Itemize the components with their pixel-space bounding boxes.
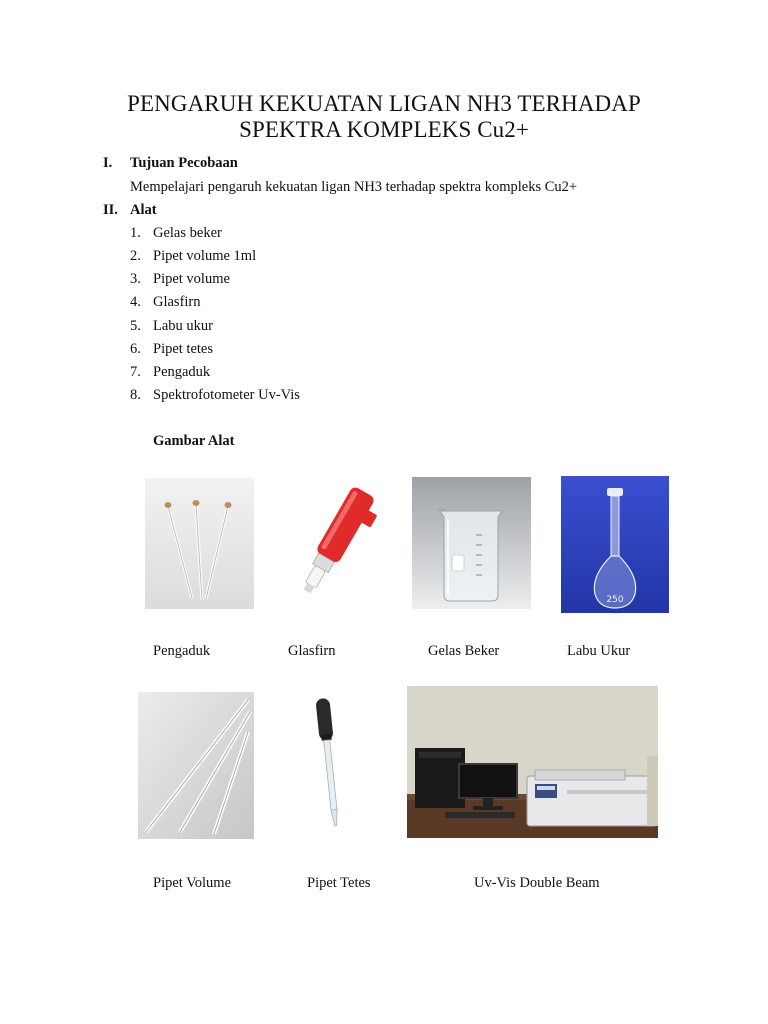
list-item-number: 5. — [130, 318, 141, 334]
document-title-line-2: SPEKTRA KOMPLEKS Cu2+ — [239, 117, 529, 142]
caption-pipet-tetes: Pipet Tetes — [307, 875, 371, 891]
caption-gelas-beker: Gelas Beker — [428, 643, 500, 659]
caption-uv-vis: Uv-Vis Double Beam — [474, 875, 600, 891]
list-item: Pipet volume 1ml — [153, 248, 257, 264]
list-item-number: 6. — [130, 341, 141, 357]
section-1-numeral: I. — [103, 155, 113, 171]
photo-uv-vis — [407, 686, 658, 838]
list-item: Spektrofotometer Uv-Vis — [153, 387, 300, 403]
list-item-number: 1. — [130, 225, 141, 241]
photo-labu-ukur — [561, 476, 669, 613]
document-title-line-1: PENGARUH KEKUATAN LIGAN NH3 TERHADAP — [127, 91, 641, 116]
caption-glasfirn: Glasfirn — [288, 643, 336, 659]
photo-glasfirn — [284, 480, 386, 606]
list-item: Glasfirn — [153, 294, 201, 310]
photo-gelas-beker — [412, 477, 531, 609]
section-1-heading: Tujuan Pecobaan — [130, 155, 238, 171]
section-2-numeral: II. — [103, 202, 118, 218]
photo-pipet-volume — [138, 692, 254, 839]
caption-labu-ukur: Labu Ukur — [567, 643, 631, 659]
list-item: Labu ukur — [153, 318, 213, 334]
list-item-number: 2. — [130, 248, 141, 264]
list-item-number: 8. — [130, 387, 141, 403]
list-item-number: 7. — [130, 364, 141, 380]
photo-pengaduk — [145, 478, 254, 609]
list-item: Pengaduk — [153, 364, 211, 380]
gallery-heading: Gambar Alat — [153, 433, 235, 449]
section-1-text: Mempelajari pengaruh kekuatan ligan NH3 terhadap spektra kompleks Cu2+ — [130, 179, 578, 195]
list-item-number: 4. — [130, 294, 141, 310]
flask-marking: 250 — [606, 595, 624, 605]
section-2-heading: Alat — [130, 202, 157, 218]
list-item: Pipet tetes — [153, 341, 214, 357]
list-item-number: 3. — [130, 271, 141, 287]
list-item: Pipet volume — [153, 271, 230, 287]
list-item: Gelas beker — [153, 225, 222, 241]
photo-pipet-tetes — [303, 694, 357, 830]
caption-pengaduk: Pengaduk — [153, 643, 211, 659]
caption-pipet-volume: Pipet Volume — [153, 875, 232, 891]
